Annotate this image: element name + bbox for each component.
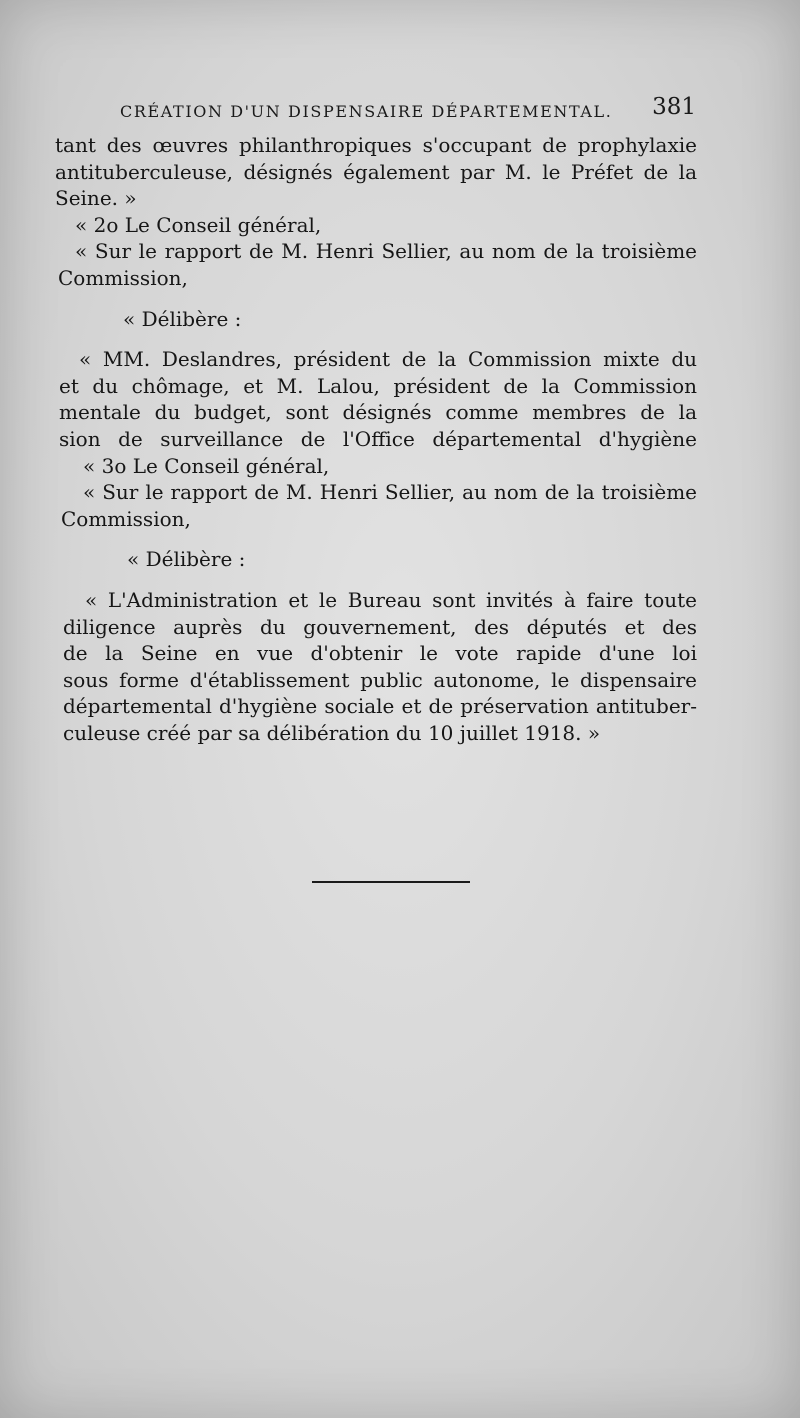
text-line: sion de surveillance de l'Office départemental d'hygiène [59,426,697,451]
text-line: « Sur le rapport de M. Henri Sellier, au nom de la troisième [83,480,697,505]
text-line: culeuse créé par sa délibération du 10 juillet 1918. » [63,720,601,745]
text-line: « Délibère : [123,306,242,331]
end-rule [312,881,470,883]
text-line: « 2o Le Conseil général, [75,212,322,237]
text-line: « MM. Deslandres, président de la Commission mixte du [79,347,697,372]
text-line: « L'Administration et le Bureau sont invités à faire toute [85,587,697,612]
page-number: 381 [652,94,696,120]
text-line: « 3o Le Conseil général, [83,453,330,478]
running-title: CRÉATION D'UN DISPENSAIRE DÉPARTEMENTAL. [120,102,613,121]
text-line: mentale du budget, sont désignés comme membres de la [59,400,697,425]
text-line: de la Seine en vue d'obtenir le vote rapide d'une loi [63,641,697,666]
text-line: diligence auprès du gouvernement, des députés et des [63,614,697,639]
text-line: tant des œuvres philanthropiques s'occupant de prophylaxie [55,133,697,157]
running-head [60,94,700,130]
body-text [55,132,697,746]
text-line: et du chômage, et M. Lalou, président de la Commission [59,373,697,398]
text-line: Commission, [58,265,188,290]
text-line: départemental d'hygiène sociale et de préservation antituber- [63,694,697,719]
text-line: Seine. » [55,186,137,211]
text-line: « Sur le rapport de M. Henri Sellier, au nom de la troisième [75,239,697,264]
text-line: antituberculeuse, désignés également par M. le Préfet de la [55,159,697,184]
text-line: Commission, [61,506,191,531]
text-line: « Délibère : [127,547,246,572]
text-line: sous forme d'établissement public autonome, le dispensaire [63,667,697,692]
